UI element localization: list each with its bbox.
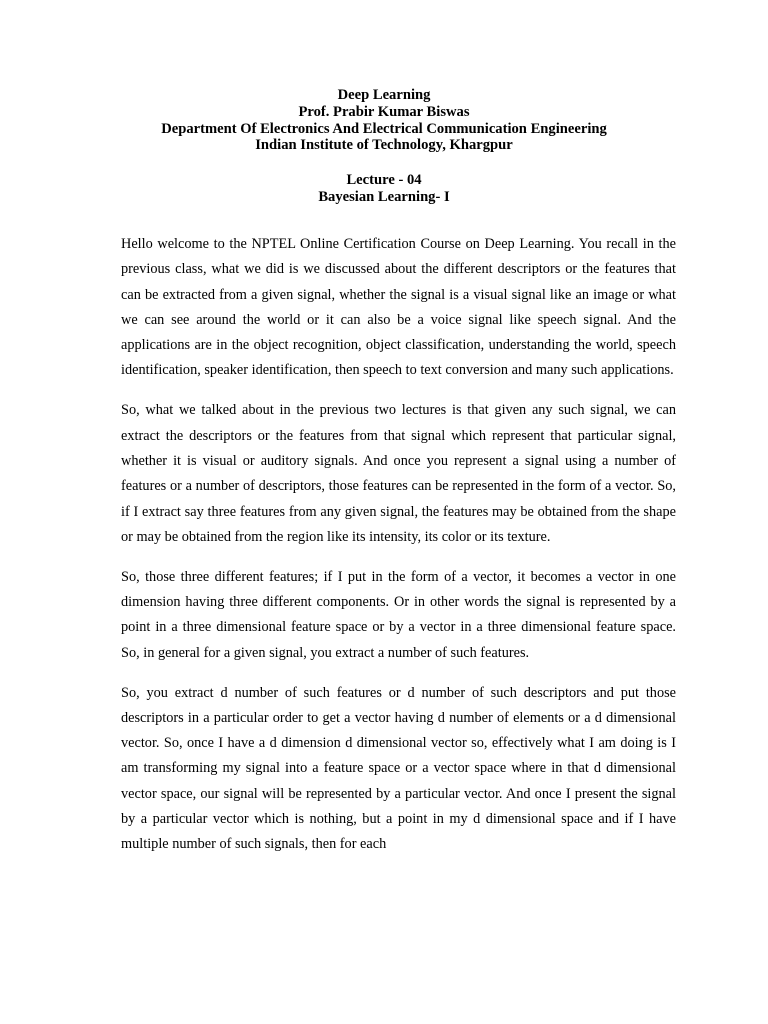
course-title: Deep Learning [337,87,431,103]
institute-name: Indian Institute of Technology, Khargpur [255,137,513,154]
department-name: Department Of Electronics And Electrical Communication Engineering [161,120,607,137]
document-header [0,87,768,154]
lecture-number: Lecture - 04 [346,172,422,188]
lecture-title: Bayesian Learning- I [318,188,450,205]
paragraph-2: So, what we talked about in the previous two lectures is that given any such signal, we can extract the descriptors or the features from that signal which represent that particular signal, whether it is visual or auditory signals. And once you represent a signal using a number of features or a number of descriptors, those features can be represented in the form of a vector. So, if I extract say three features from any given signal, the features may be obtained from the shape or may be obtained from the region like its intensity, its color or its texture. [121,402,676,545]
paragraph-4: So, you extract d number of such features or d number of such descriptors and put those descriptors in a particular order to get a vector having d number of elements or a d dimensional vector. So, once I have a d dimension d dimensional vector so, effectively what I am doing is I am transforming my signal into a feature space or a vector space where in that d dimensional vector space, our signal will be represented by a particular vector. And once I present the signal by a particular vector which is nothing, but a point in my d dimensional space and if I have multiple number of such signals, then for each [121,684,676,853]
document-body [121,232,676,872]
professor-name: Prof. Prabir Kumar Biswas [298,103,470,120]
paragraph-3: So, those three different features; if I put in the form of a vector, it becomes a vector in one dimension having three different components. Or in other words the signal is represented by a point in a three dimensional feature space or by a vector in a three dimensional feature space. So, in general for a given signal, you extract a number of such features. [121,568,676,661]
lecture-heading [0,172,768,206]
paragraph-1: Hello welcome to the NPTEL Online Certification Course on Deep Learning. You recall in the previous class, what we did is we discussed about the different descriptors or the features that can be extracted from a given signal, whether the signal is a visual signal like an image or what we can see around the world or it can also be a voice signal like speech signal. And the applications are in the object recognition, object classification, understanding the world, speech identification, speaker identification, then speech to text conversion and many such applications. [121,236,676,379]
